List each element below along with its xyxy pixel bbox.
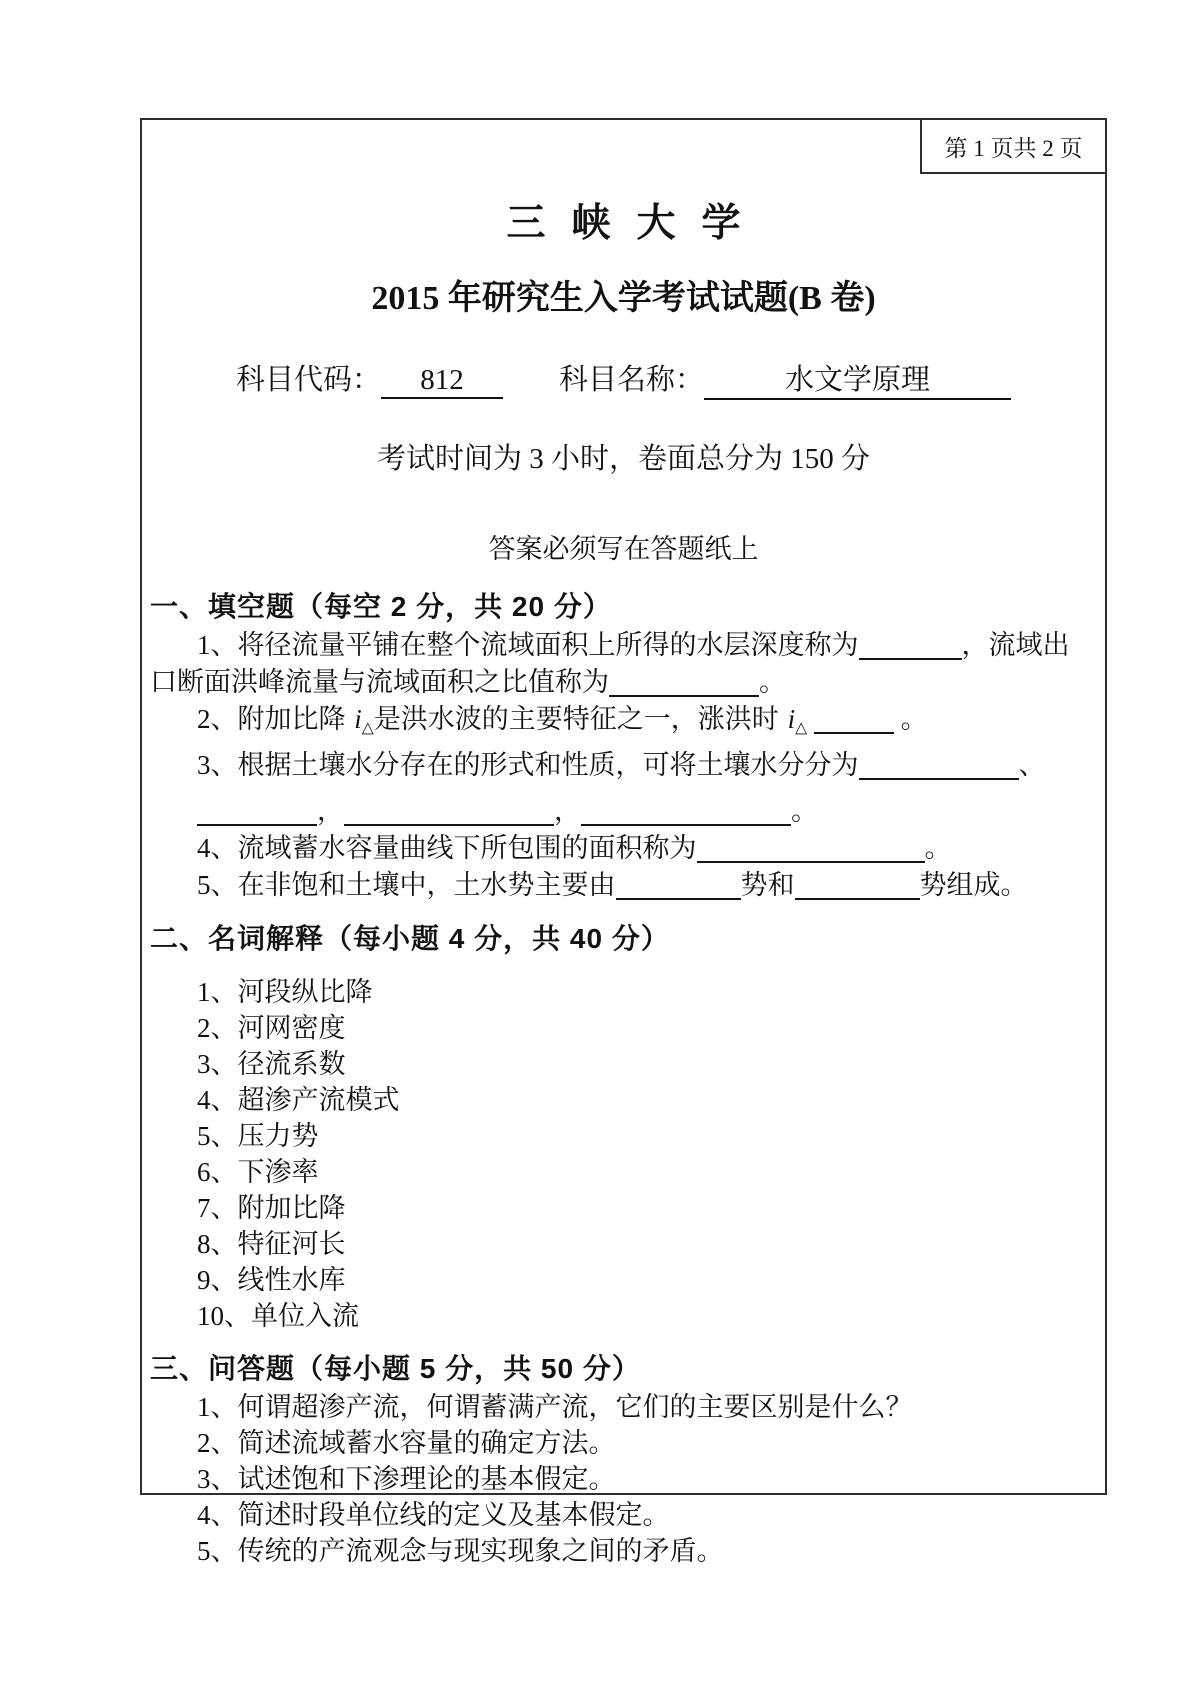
fill-blank [859, 652, 962, 660]
exam-line [150, 1389, 1093, 1425]
exam-paper [140, 118, 1107, 1566]
math-variable: $i_\triangle$ [354, 704, 374, 737]
section-lines [150, 627, 1093, 904]
section-heading: 一、填空题（每空 2 分，共 20 分） [150, 591, 612, 622]
text-segment: ， [317, 795, 344, 826]
text-segment: 4、简述时段单位线的定义及基本假定。 [197, 1499, 670, 1530]
fill-blank [859, 772, 1019, 780]
page-indicator [920, 118, 1107, 174]
text-segment: ， [554, 795, 581, 826]
exam-line [150, 1461, 1093, 1497]
exam-line [150, 1533, 1093, 1569]
text-segment: 势组成。 [919, 869, 1028, 900]
section-heading: 二、名词解释（每小题 4 分，共 40 分） [150, 922, 670, 954]
exam-line [150, 1190, 1093, 1226]
section-questions [150, 1349, 1093, 1569]
exam-line [150, 1226, 1093, 1262]
text-segment: 10、单位入流 [197, 1300, 359, 1331]
fill-blank [344, 818, 554, 826]
text-segment: 。 [791, 795, 818, 826]
subject-name-label: 科目名称： [559, 364, 705, 396]
page-indicator-text: 第 1 页共 2 页 [944, 135, 1083, 161]
fill-blank [795, 892, 920, 900]
exam-line [150, 1425, 1093, 1461]
text-segment: 。 [893, 704, 928, 734]
text-segment: 4、超渗产流模式 [197, 1084, 400, 1115]
fill-blank [616, 892, 741, 900]
text-segment: 1、将径流量平铺在整个流域面积上所得的水层深度称为 [197, 630, 859, 660]
section-terms [150, 919, 1093, 1334]
exam-line [150, 701, 1093, 747]
fill-blank [609, 689, 759, 697]
text-segment: 2、简述流域蓄水容量的确定方法。 [197, 1427, 616, 1458]
subject-code-label: 科目代码： [235, 364, 381, 396]
exam-line [150, 793, 1093, 830]
fill-blank [197, 818, 317, 826]
exam-line [150, 830, 1093, 867]
exam-line [150, 1298, 1093, 1334]
text-segment: ，流域出 [961, 630, 1070, 660]
text-segment: 口断面洪峰流量与流域面积之比值称为 [150, 667, 609, 697]
text-segment: 8、特征河长 [197, 1228, 346, 1259]
exam-line [150, 1010, 1093, 1046]
fill-blank [697, 855, 925, 863]
exam-line [150, 974, 1093, 1010]
subject-code-value: 812 [381, 364, 503, 399]
text-segment: 。 [924, 832, 952, 863]
university-name: 三峡大学 [506, 202, 767, 245]
text-segment: 3、根据土壤水分存在的形式和性质，可将土壤水分分为 [197, 749, 859, 780]
text-segment: 5、在非饱和土壤中，土水势主要由 [197, 869, 616, 900]
text-segment [807, 704, 814, 734]
exam-duration-info: 考试时间为 3 小时，卷面总分为 150 分 [376, 443, 870, 475]
exam-line [150, 1118, 1093, 1154]
exam-line [150, 1082, 1093, 1118]
text-segment: 是洪水波的主要特征之一，涨洪时 [373, 704, 786, 734]
fill-blank [581, 818, 791, 826]
subject-row [142, 357, 1105, 400]
section-heading: 三、问答题（每小题 5 分，共 50 分） [150, 1352, 641, 1384]
text-segment: 势和 [740, 869, 795, 900]
exam-title: 2015 年研究生入学考试试题(B 卷) [371, 280, 876, 317]
exam-line [150, 1262, 1093, 1298]
exam-line [150, 1497, 1093, 1533]
text-segment: 1、河段纵比降 [197, 976, 373, 1007]
math-variable: $i_\triangle$ [787, 704, 808, 737]
section-fill-in-the-blank [150, 587, 1093, 904]
answer-instruction: 答案必须写在答题纸上 [488, 534, 759, 564]
text-segment: 1、何谓超渗产流，何谓蓄满产流，它们的主要区别是什么？ [197, 1391, 913, 1422]
text-segment: 。 [759, 667, 786, 697]
section-lines [150, 1389, 1093, 1569]
text-segment: 5、压力势 [197, 1120, 319, 1151]
exam-line [150, 867, 1093, 904]
exam-line [150, 1046, 1093, 1082]
exam-line [150, 664, 1093, 701]
text-segment: 2、河网密度 [197, 1012, 346, 1043]
exam-line [150, 747, 1093, 784]
text-segment: 、 [1018, 749, 1046, 780]
text-segment: 9、线性水库 [197, 1264, 346, 1295]
exam-line [150, 627, 1093, 664]
section-lines [150, 974, 1093, 1334]
exam-line [150, 1154, 1093, 1190]
text-segment: 3、试述饱和下渗理论的基本假定。 [197, 1463, 616, 1494]
text-segment: 3、径流系数 [197, 1048, 346, 1079]
text-segment: 4、流域蓄水容量曲线下所包围的面积称为 [197, 832, 697, 863]
text-segment: 7、附加比降 [197, 1192, 346, 1223]
text-segment: 6、下渗率 [197, 1156, 319, 1187]
text-segment: 5、传统的产流观念与现实现象之间的矛盾。 [197, 1535, 724, 1566]
subject-name-value: 水文学原理 [704, 357, 1011, 400]
exam-body [142, 587, 1105, 1569]
fill-blank [814, 726, 894, 734]
text-segment: 2、附加比降 [197, 704, 353, 734]
